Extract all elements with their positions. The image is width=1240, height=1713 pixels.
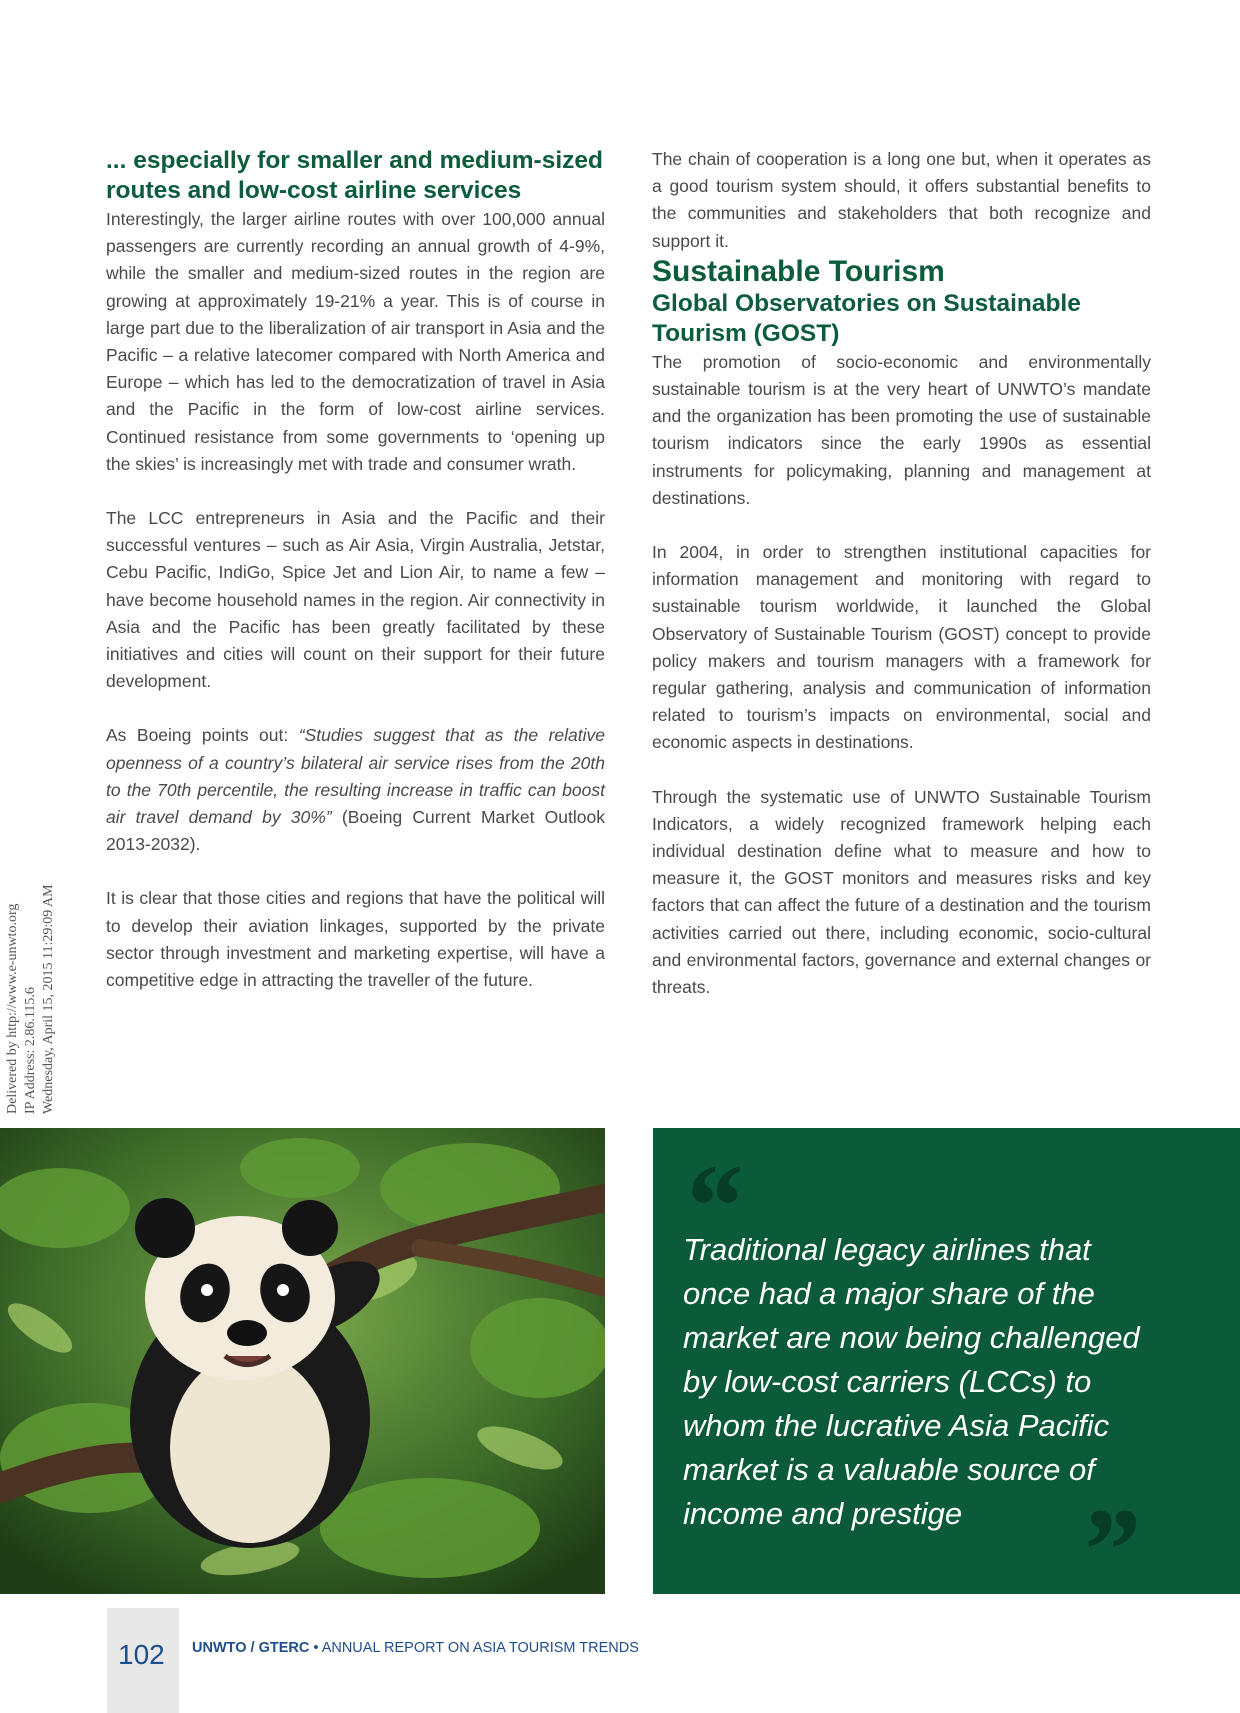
panda-photo (0, 1128, 605, 1594)
right-column (652, 146, 1151, 1001)
panda-illustration (0, 1128, 605, 1594)
left-paragraph-1: Interestingly, the larger airline routes with over 100,000 annual passengers are currently recording an annual growth of 4-9%, while the smaller and medium-sized routes in the region are growing at approximately 19-21% a year. This is of course in large part due to the liberalization of air transport in Asia and the Pacific – a relative latecomer compared with North America and Europe – which has led to the democratization of travel in Asia and the Pacific in the form of low-cost airline services. Continued resistance from some governments to ‘opening up the skies’ is increasingly met with trade and consumer wrath. (106, 209, 605, 474)
footer-separator: • (309, 1640, 322, 1656)
right-paragraph-2: The promotion of socio-economic and environmentally sustainable tourism is at the very heart of UNWTO’s mandate and the organization has been promoting the use of sustainable tourism indicators since the early 1990s as essential instruments for policymaking, planning and management at destinations. (652, 351, 1151, 508)
footer-org: UNWTO / GTERC (192, 1640, 310, 1656)
left-subheading: ... especially for smaller and medium-sized routes and low-cost airline services (106, 147, 603, 204)
gost-subheading: Global Observatories on Sustainable Tourism (GOST) (652, 289, 1081, 347)
page-number: 102 (118, 1639, 165, 1670)
boeing-lead: As Boeing points out: (106, 725, 299, 746)
boeing-citation: (Boeing Current Market Outlook 2013-2032). (106, 807, 605, 855)
watermark-line-1: Delivered by http://www.e-unwto.org (5, 903, 20, 1114)
pull-quote-box (653, 1128, 1240, 1616)
running-footer (192, 1640, 639, 1656)
section-title: Sustainable Tourism (652, 254, 945, 288)
watermark-line-2: IP Address: 2.86.115.6 (23, 987, 38, 1114)
right-paragraph-1: The chain of cooperation is a long one but, when it operates as a good tourism system should, it offers substantial benefits to the communities and stakeholders that both recognize and support it. (652, 149, 1151, 251)
boeing-quote: “Studies suggest that as the relative openness of a country’s bilateral air service rises from the 20th to the 70th percentile, the resulting increase in traffic can boost air travel demand by 30%” (106, 725, 606, 828)
right-paragraph-4: Through the systematic use of UNWTO Sustainable Tourism Indicators, a widely recognized framework helping each individual destination define what to measure and how to measure it, the GOST monitors and measures risks and key factors that can affect the future of a destination and the tourism activities carried out there, including economic, socio-cultural and environmental factors, governance and external changes or threats. (652, 786, 1151, 998)
watermark-line-3: Wednesday, April 15, 2015 11:29:09 AM (41, 884, 56, 1114)
left-column (106, 146, 605, 994)
close-quote-icon: ” (1078, 1483, 1138, 1616)
left-paragraph-4: It is clear that those cities and regions that have the political will to develop their aviation linkages, supported by the private sector through investment and marketing expertise, will have a competitive edge in attracting the traveller of the future. (106, 888, 605, 991)
right-paragraph-3: In 2004, in order to strengthen institutional capacities for information management and monitoring with regard to sustainable tourism worldwide, it launched the Global Observatory of Sustainable Tourism (GOST) concept to provide policy makers and tourism managers with a framework for regular gathering, analysis and communication of information related to tourism’s impacts on environmental, social and economic aspects in destinations. (652, 542, 1151, 753)
footer-title: ANNUAL REPORT ON ASIA TOURISM TRENDS (321, 1640, 639, 1656)
open-quote-icon: “ (681, 1139, 741, 1272)
left-paragraph-3 (106, 722, 605, 858)
left-paragraph-2: The LCC entrepreneurs in Asia and the Pacific and their successful ventures – such as Air Asia, Virgin Australia, Jetstar, Cebu Pacific, IndiGo, Spice Jet and Lion Air, to name a few – have become household names in the region. Air connectivity in Asia and the Pacific has been greatly facilitated by these initiatives and cities will count on their support for their future development. (106, 508, 605, 692)
pull-quote-text: Traditional legacy airlines that once had a major share of the market are now being challenged by low-cost carriers (LCCs) to whom the lucrative Asia Pacific market is a valuable source of income and prestige (683, 1232, 1140, 1531)
delivery-watermark (4, 834, 68, 1114)
